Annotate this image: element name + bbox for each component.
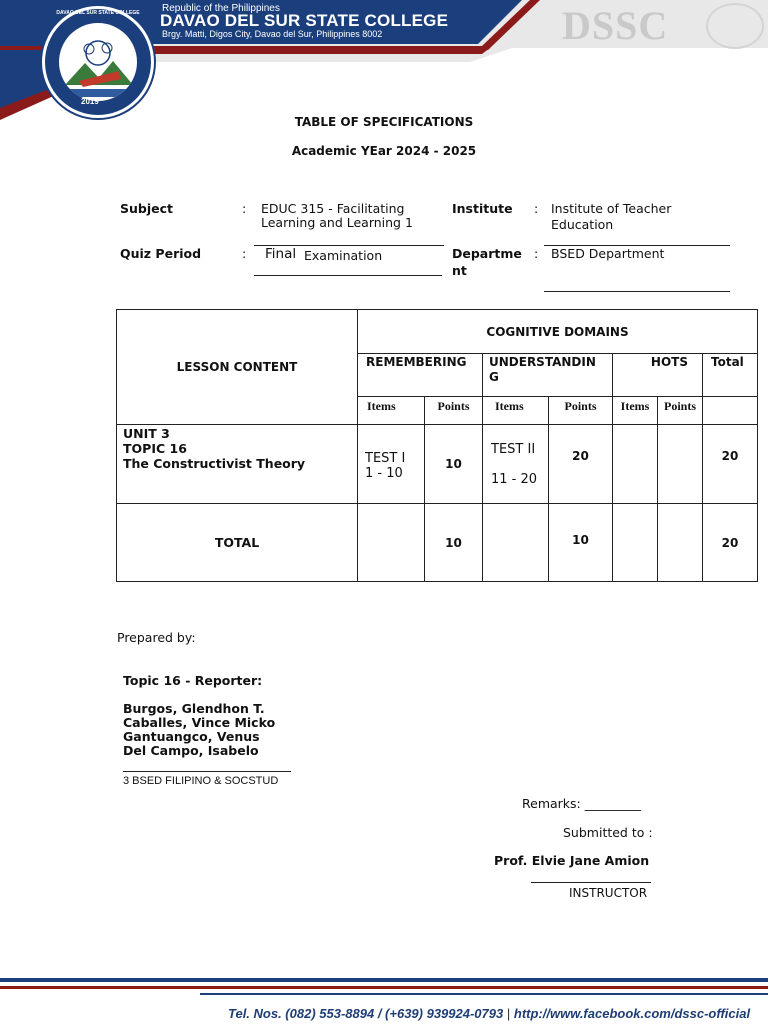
- remembering-header-text: REMEMBERING: [366, 355, 467, 369]
- lesson-content-header: [117, 310, 358, 425]
- department-value: BSED Department: [551, 246, 665, 261]
- footer-phone: Tel. Nos. (082) 553-8894 / (+639) 939924-0793: [228, 1006, 504, 1021]
- und-points-subheader: Points: [549, 397, 613, 425]
- instructor-name: Prof. Elvie Jane Amion: [494, 853, 650, 868]
- quiz-period-underline: [254, 275, 442, 276]
- institute-value-line1: Institute of Teacher: [551, 201, 672, 216]
- college-name: DAVAO DEL SUR STATE COLLEGE: [160, 11, 449, 30]
- theory-text: The Constructivist Theory: [123, 456, 306, 471]
- submitted-to-label: Submitted to :: [563, 825, 653, 840]
- reporter-name-3: Gantuangco, Venus: [123, 729, 260, 744]
- und-items-range: 11 - 20: [491, 472, 538, 487]
- lesson-cell: [117, 425, 358, 504]
- hots-points-cell: [658, 425, 703, 504]
- seal-watermark-icon: [706, 3, 764, 49]
- table-row: [117, 425, 758, 504]
- total-row-label: TOTAL: [117, 504, 358, 582]
- total-row: [117, 504, 758, 582]
- hots-items-cell: [613, 425, 658, 504]
- hots-items-subheader: Items: [613, 397, 658, 425]
- reporter-signature-line: [123, 771, 291, 772]
- subject-label: Subject: [120, 201, 173, 216]
- logo-emblem: [59, 23, 137, 101]
- institute-value-line2: Education: [551, 217, 614, 232]
- cognitive-domains-header: [358, 310, 758, 354]
- department-label-line2: nt: [452, 263, 467, 278]
- subject-value-line2: Learning and Learning 1: [261, 215, 413, 230]
- footer-separator: |: [506, 1006, 511, 1021]
- institute-label: Institute: [452, 201, 513, 216]
- remarks-text: Remarks: _________: [522, 796, 641, 811]
- understanding-header-text-1: UNDERSTANDIN: [489, 355, 596, 369]
- prepared-by-label: Prepared by:: [117, 630, 196, 645]
- hots-header: [613, 354, 703, 397]
- department-colon: :: [534, 246, 539, 261]
- instructor-signature-line: [531, 882, 651, 883]
- section-text: 3 BSED FILIPINO & SOCSTUD: [123, 775, 279, 787]
- remembering-header: [358, 354, 483, 397]
- total-rem-points-cell: 10: [425, 504, 483, 582]
- und-items-cell: [483, 425, 549, 504]
- total-hots-items-cell: [613, 504, 658, 582]
- footer-contact: [228, 1006, 750, 1021]
- quiz-period-value-final: Final: [265, 246, 297, 262]
- row-total-cell: 20: [703, 425, 758, 504]
- reporter-name-4: Del Campo, Isabelo: [123, 743, 259, 758]
- department-underline: [544, 291, 730, 292]
- reporter-name-1: Burgos, Glendhon T.: [123, 701, 265, 716]
- reporter-heading: Topic 16 - Reporter:: [123, 673, 263, 688]
- document-title: TABLE OF SPECIFICATIONS: [294, 115, 474, 129]
- logo-ring-text: DAVAO DEL SUR STATE COLLEGE: [56, 10, 140, 16]
- rem-points-subheader: Points: [425, 397, 483, 425]
- rem-items-cell: [358, 425, 425, 504]
- republic-text: Republic of the Philippines: [162, 3, 280, 14]
- total-und-items-cell: [483, 504, 549, 582]
- college-address: Brgy. Matti, Digos City, Davao del Sur, Philippines 8002: [162, 29, 383, 39]
- rem-items-subheader: Items: [358, 397, 425, 425]
- cognitive-domains-header-text: COGNITIVE DOMAINS: [486, 324, 629, 339]
- quiz-period-colon: :: [242, 246, 247, 261]
- quiz-period-label: Quiz Period: [120, 246, 202, 261]
- total-hots-points-cell: [658, 504, 703, 582]
- rem-items-test: TEST I: [365, 451, 406, 466]
- total-header: [703, 354, 758, 397]
- specifications-table: [116, 309, 758, 582]
- dssc-watermark: DSSC: [562, 3, 669, 48]
- total-rem-items-cell: [358, 504, 425, 582]
- college-logo: [42, 6, 154, 118]
- topic-text: TOPIC 16: [123, 441, 187, 456]
- rem-items-range: 1 - 10: [365, 466, 403, 481]
- understanding-header-text-2: G: [489, 370, 499, 384]
- academic-year: Academic YEar 2024 - 2025: [291, 144, 477, 158]
- hots-points-subheader: Points: [658, 397, 703, 425]
- und-items-subheader: Items: [483, 397, 549, 425]
- quiz-period-value-exam: Examination: [304, 248, 383, 263]
- unit-text: UNIT 3: [123, 426, 170, 441]
- logo-year: 2019: [81, 97, 99, 106]
- lesson-content-header-text: LESSON CONTENT: [176, 360, 298, 374]
- subject-value-line1: EDUC 315 - Facilitating: [261, 201, 405, 216]
- total-header-text: Total: [711, 355, 744, 369]
- institute-colon: :: [534, 201, 539, 216]
- instructor-title: INSTRUCTOR: [569, 886, 648, 900]
- rem-points-cell: 10: [425, 425, 483, 504]
- reporter-name-2: Caballes, Vince Micko: [123, 715, 276, 730]
- footer-facebook-link[interactable]: http://www.facebook.com/dssc-official: [513, 1006, 751, 1021]
- subject-colon: :: [242, 201, 247, 216]
- grand-total-cell: 20: [703, 504, 758, 582]
- understanding-header: [483, 354, 613, 397]
- und-items-test: TEST II: [491, 442, 536, 457]
- department-label-line1: Departme: [452, 246, 522, 261]
- total-subheader-empty: [703, 397, 758, 425]
- hots-header-text: HOTS: [650, 355, 688, 369]
- und-points-cell: 20: [549, 425, 613, 504]
- total-und-points-cell: 10: [549, 504, 613, 582]
